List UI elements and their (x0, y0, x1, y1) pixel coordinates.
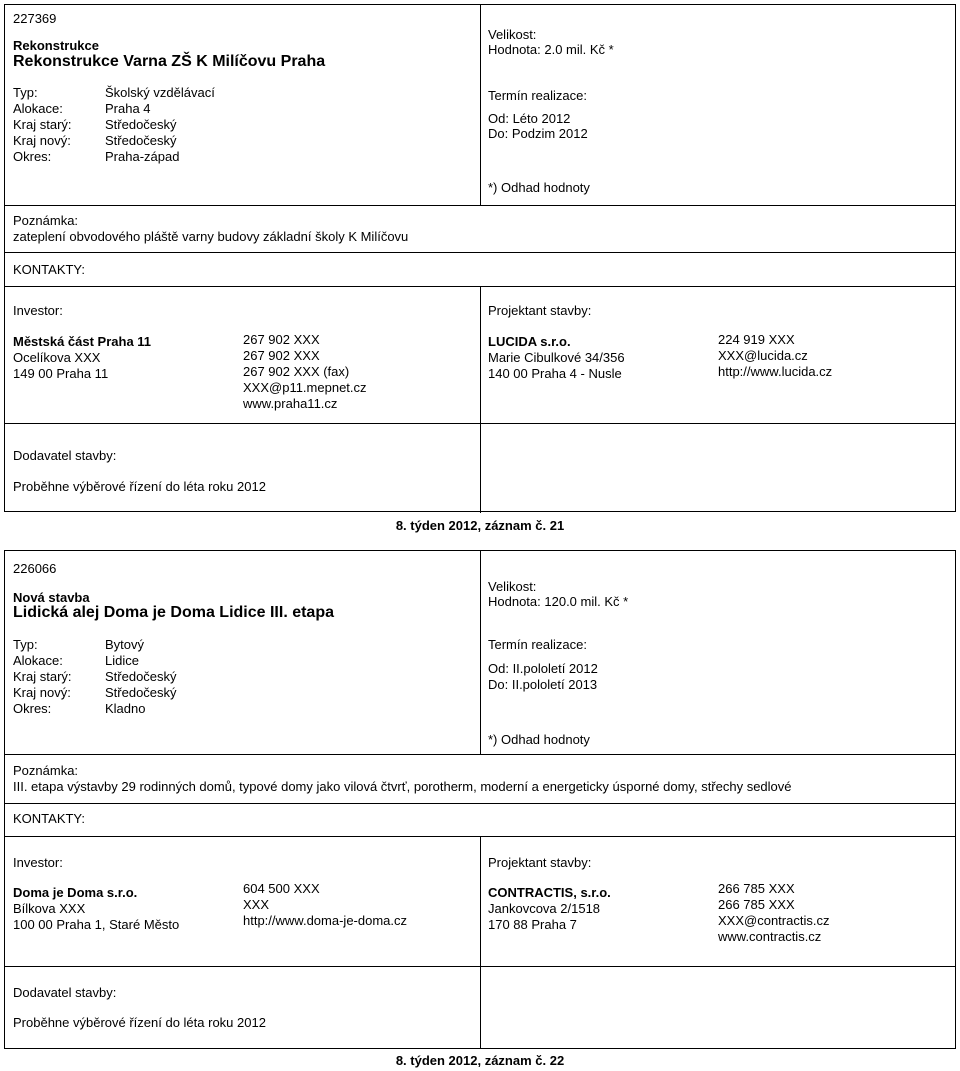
record-category: Rekonstrukce (13, 38, 99, 53)
detail-label: Okres: (13, 701, 52, 716)
detail-label: Kraj starý: (13, 117, 72, 132)
supplier-label: Dodavatel stavby: (13, 448, 117, 463)
term-to: Do: II.pololetí 2013 (488, 677, 598, 692)
detail-value: Školský vzdělávací (105, 85, 215, 100)
detail-row (13, 701, 145, 717)
estimate-note: *) Odhad hodnoty (488, 180, 590, 195)
estimate-note: *) Odhad hodnoty (488, 732, 590, 747)
detail-label: Alokace: (13, 101, 63, 116)
record-id: 227369 (13, 11, 57, 26)
designer-contact: XXX@contractis.cz (718, 913, 830, 928)
size-label: Velikost: (488, 579, 537, 594)
detail-value: Bytový (105, 637, 145, 652)
size-value: Hodnota: 120.0 mil. Kč * (488, 594, 629, 609)
investor-contact: 267 902 XXX (243, 332, 320, 347)
detail-row (13, 637, 144, 653)
contacts-divider (480, 836, 481, 966)
investor-label: Investor: (13, 303, 63, 318)
designer-address-line: Jankovcova 2/1518 (488, 901, 601, 916)
record-box (4, 4, 956, 512)
detail-row (13, 117, 177, 133)
detail-value: Středočeský (105, 117, 177, 132)
record-footer: 8. týden 2012, záznam č. 21 (395, 518, 565, 533)
designer-contact: www.contractis.cz (718, 929, 822, 944)
designer-contact: http://www.lucida.cz (718, 364, 833, 379)
term-label: Termín realizace: (488, 88, 587, 103)
supplier-divider (480, 423, 481, 513)
detail-label: Typ: (13, 637, 38, 652)
header-divider (480, 551, 481, 754)
detail-label: Kraj starý: (13, 669, 72, 684)
record-title: Lidická alej Doma je Doma Lidice III. etapa (13, 604, 334, 621)
investor-name: Doma je Doma s.r.o. (13, 885, 138, 900)
investor-contact: 604 500 XXX (243, 881, 320, 896)
supplier-text: Proběhne výběrové řízení do léta roku 2012 (13, 479, 266, 494)
supplier-divider (480, 966, 481, 1048)
investor-address-line: Bílkova XXX (13, 901, 86, 916)
detail-label: Kraj nový: (13, 685, 71, 700)
investor-name: Městská část Praha 11 (13, 334, 152, 349)
detail-label: Kraj nový: (13, 133, 71, 148)
detail-value: Lidice (105, 653, 139, 668)
designer-contact: 266 785 XXX (718, 881, 795, 896)
record-box (4, 550, 956, 1049)
note-label: Poznámka: (13, 213, 79, 228)
divider (5, 252, 955, 253)
designer-address-line: 140 00 Praha 4 - Nusle (488, 366, 622, 381)
designer-contact: 266 785 XXX (718, 897, 795, 912)
designer-label: Projektant stavby: (488, 855, 592, 870)
detail-label: Typ: (13, 85, 38, 100)
note-text: III. etapa výstavby 29 rodinných domů, typové domy jako vilová čtvrť, porotherm, moderní a energeticky úsporné domy, střechy sedlové (13, 779, 792, 794)
detail-row (13, 685, 177, 701)
investor-contact: XXX (243, 897, 270, 912)
investor-label: Investor: (13, 855, 63, 870)
detail-row (13, 149, 179, 165)
size-value: Hodnota: 2.0 mil. Kč * (488, 42, 614, 57)
record-id: 226066 (13, 561, 57, 576)
designer-address-line: Marie Cibulkové 34/356 (488, 350, 625, 365)
note-text: zateplení obvodového pláště varny budovy základní školy K Milíčovu (13, 229, 409, 244)
note-label: Poznámka: (13, 763, 79, 778)
detail-row (13, 85, 215, 101)
record-title: Rekonstrukce Varna ZŠ K Milíčovu Praha (13, 53, 326, 70)
detail-label: Alokace: (13, 653, 63, 668)
contacts-label: KONTAKTY: (13, 811, 85, 826)
size-label: Velikost: (488, 27, 537, 42)
investor-contact: XXX@p11.mepnet.cz (243, 380, 367, 395)
investor-contact: http://www.doma-je-doma.cz (243, 913, 408, 928)
investor-address-line: 149 00 Praha 11 (13, 366, 109, 381)
designer-name: CONTRACTIS, s.r.o. (488, 885, 611, 900)
designer-address-line: 170 88 Praha 7 (488, 917, 577, 932)
detail-value: Středočeský (105, 669, 177, 684)
designer-label: Projektant stavby: (488, 303, 592, 318)
term-from: Od: Léto 2012 (488, 111, 571, 126)
investor-contact: www.praha11.cz (243, 396, 338, 411)
detail-value: Praha-západ (105, 149, 180, 164)
designer-contact: XXX@lucida.cz (718, 348, 808, 363)
detail-value: Středočeský (105, 133, 177, 148)
designer-contact: 224 919 XXX (718, 332, 795, 347)
supplier-text: Proběhne výběrové řízení do léta roku 2012 (13, 1015, 266, 1030)
investor-contact: 267 902 XXX (243, 348, 320, 363)
detail-row (13, 653, 139, 669)
investor-contact: 267 902 XXX (fax) (243, 364, 350, 379)
detail-row (13, 669, 177, 685)
detail-value: Kladno (105, 701, 146, 716)
detail-value: Praha 4 (105, 101, 151, 116)
detail-row (13, 101, 151, 117)
designer-name: LUCIDA s.r.o. (488, 334, 571, 349)
header-divider (480, 5, 481, 205)
record-footer: 8. týden 2012, záznam č. 22 (395, 1053, 565, 1068)
investor-address-line: Ocelíkova XXX (13, 350, 101, 365)
detail-label: Okres: (13, 149, 52, 164)
contacts-label: KONTAKTY: (13, 262, 85, 277)
record-2 (0, 550, 960, 1071)
term-label: Termín realizace: (488, 637, 587, 652)
record-category: Nová stavba (13, 590, 90, 605)
divider (5, 754, 955, 755)
detail-value: Středočeský (105, 685, 177, 700)
supplier-label: Dodavatel stavby: (13, 985, 117, 1000)
investor-address-line: 100 00 Praha 1, Staré Město (13, 917, 180, 932)
term-to: Do: Podzim 2012 (488, 126, 588, 141)
contacts-divider (480, 286, 481, 423)
divider (5, 803, 955, 804)
divider (5, 205, 955, 206)
detail-row (13, 133, 177, 149)
term-from: Od: II.pololetí 2012 (488, 661, 598, 676)
